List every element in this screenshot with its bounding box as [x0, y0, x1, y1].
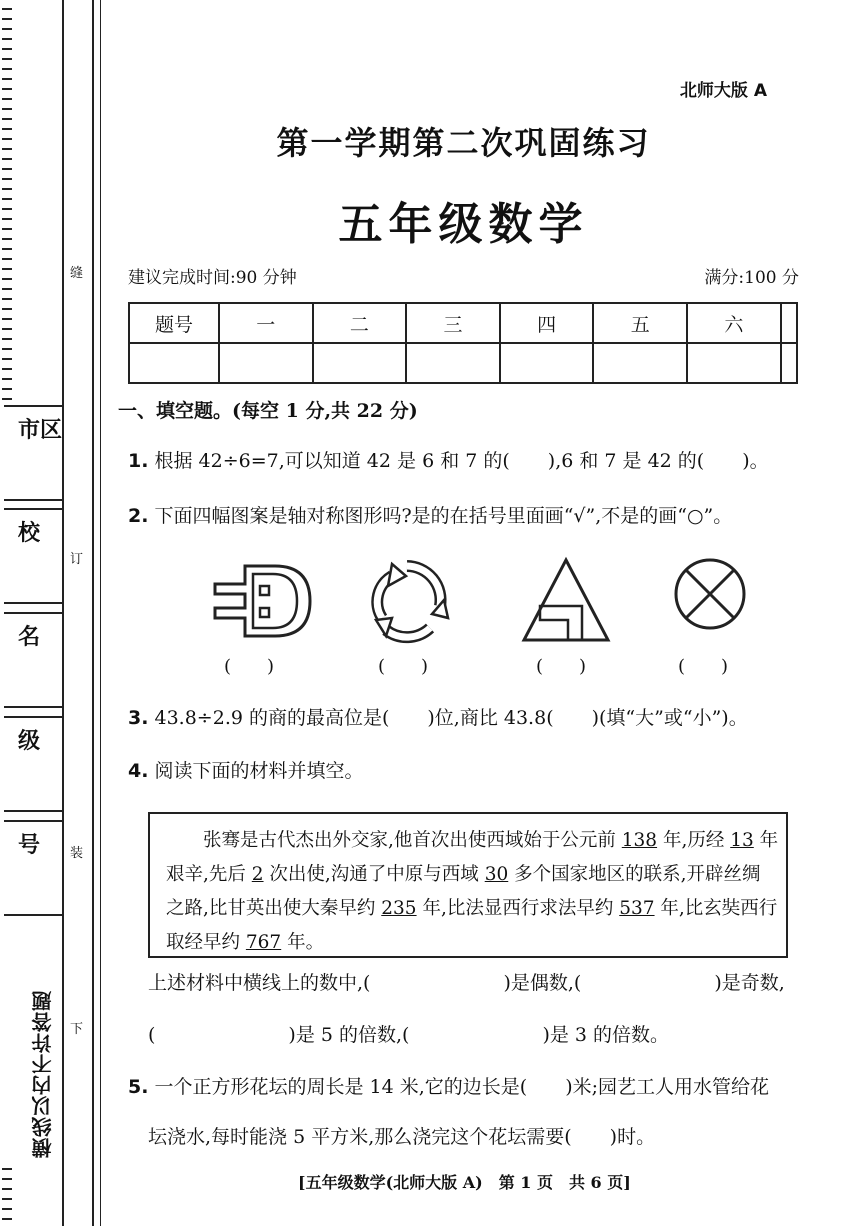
- question-number: 3.: [128, 707, 149, 729]
- underlined-number: 2: [251, 864, 264, 885]
- score-header-cell: 五: [593, 303, 687, 343]
- figure-2-answer-blank[interactable]: ( ): [378, 656, 429, 677]
- score-label: 满分:100 分: [704, 268, 799, 288]
- passage-line-4: 取经早约 767 年。: [166, 932, 325, 953]
- question-3: [128, 705, 748, 732]
- score-header-cell: 二: [313, 303, 407, 343]
- underlined-number: 30: [484, 864, 509, 885]
- underlined-number: 767: [245, 932, 282, 953]
- question-number: 1.: [128, 450, 149, 472]
- binding-mark-down: 下: [70, 1022, 84, 1037]
- question-5: [128, 1074, 769, 1101]
- edition-label: 北师大版 A: [679, 81, 767, 101]
- page-footer: [五年级数学(北师大版 A) 第 1 页 共 6 页]: [298, 1173, 631, 1192]
- figure-1-answer-blank[interactable]: ( ): [224, 656, 275, 677]
- binding-box-district: 市区: [4, 405, 64, 501]
- question-text: 一个正方形花坛的周长是 14 米,它的边长是( )米;园艺工人用水管给花: [154, 1076, 770, 1098]
- reading-passage: [148, 812, 788, 958]
- triangle-figure-icon: [520, 556, 612, 646]
- score-header-cell: 四: [500, 303, 594, 343]
- underlined-number: 537: [619, 898, 655, 919]
- score-header-cell: [781, 303, 797, 343]
- score-table-header-row: [129, 303, 797, 343]
- score-cell[interactable]: [781, 343, 797, 383]
- time-label: 建议完成时间:90 分钟: [128, 268, 297, 288]
- underlined-number: 13: [730, 830, 754, 851]
- question-number: 4.: [128, 760, 149, 782]
- passage-line-3: 之路,比甘英出使大秦早约 235 年,比法显西行求法早约 537 年,比玄奘西行: [166, 898, 778, 919]
- question-text: 43.8÷2.9 的商的最高位是( )位,商比 43.8( )(填“大”或“小”)。: [154, 707, 748, 729]
- figures-row: [200, 556, 760, 696]
- underlined-number: 235: [381, 898, 417, 919]
- binding-strip: [0, 0, 110, 1226]
- question-4-blank-line-2[interactable]: ( )是 5 的倍数,( )是 3 的倍数。: [148, 1024, 670, 1046]
- question-2: [128, 503, 732, 530]
- section-heading: 一、填空题。(每空 1 分,共 22 分): [118, 400, 418, 422]
- binding-box-number: 号: [4, 820, 64, 916]
- underlined-number: 138: [621, 830, 658, 851]
- score-table-score-row: [129, 343, 797, 383]
- recycle-arrows-icon: [362, 556, 452, 646]
- score-cell[interactable]: [406, 343, 500, 383]
- score-header-cell: 三: [406, 303, 500, 343]
- question-text: 阅读下面的材料并填空。: [154, 760, 364, 782]
- score-cell[interactable]: [687, 343, 781, 383]
- question-5-line-2: 坛浇水,每时能浇 5 平方米,那么浇完这个花坛需要( )时。: [148, 1126, 656, 1148]
- binding-mark-seam: 缝: [70, 266, 84, 281]
- exam-title: 五年级数学: [338, 199, 589, 250]
- binding-box-class: 级: [4, 716, 64, 812]
- score-header-cell: 一: [219, 303, 313, 343]
- binding-stripes-bottom: [2, 1160, 12, 1220]
- question-number: 5.: [128, 1076, 149, 1098]
- question-1: [128, 448, 769, 475]
- plug-figure-icon: [205, 556, 315, 646]
- binding-mark-bind: 装: [70, 846, 84, 861]
- figure-4-answer-blank[interactable]: ( ): [678, 656, 729, 677]
- binding-mark-staple: 订: [70, 552, 84, 567]
- score-cell[interactable]: [219, 343, 313, 383]
- figure-3-answer-blank[interactable]: ( ): [536, 656, 587, 677]
- passage-line-2: 艰辛,先后 2 次出使,沟通了中原与西域 30 多个国家地区的联系,开辟丝绸: [166, 864, 761, 885]
- question-4-blank-line-1[interactable]: 上述材料中横线上的数中,( )是偶数,( )是奇数,: [148, 972, 785, 994]
- question-text: 根据 42÷6=7,可以知道 42 是 6 和 7 的( ),6 和 7 是 42 的( )。: [154, 450, 769, 472]
- score-cell[interactable]: [500, 343, 594, 383]
- binding-warning: 横线以内不许答题: [31, 990, 55, 1158]
- circle-cross-icon: [672, 556, 748, 632]
- binding-box-name: 名: [4, 612, 64, 708]
- score-cell[interactable]: [313, 343, 407, 383]
- exam-subtitle: 第一学期第二次巩固练习: [276, 124, 651, 162]
- score-header-cell: 六: [687, 303, 781, 343]
- score-cell[interactable]: [129, 343, 219, 383]
- binding-box-school: 校: [4, 508, 64, 604]
- binding-line-2: [92, 0, 94, 1226]
- question-number: 2.: [128, 505, 149, 527]
- question-text: 下面四幅图案是轴对称图形吗?是的在括号里面画“√”,不是的画“○”。: [154, 505, 733, 527]
- question-4: [128, 758, 364, 785]
- score-cell[interactable]: [593, 343, 687, 383]
- score-header-cell: 题号: [129, 303, 219, 343]
- passage-line-1: 张骞是古代杰出外交家,他首次出使西域始于公元前 138 年,历经 13 年: [203, 830, 779, 851]
- score-table: [128, 302, 798, 384]
- binding-line-3: [100, 0, 101, 1226]
